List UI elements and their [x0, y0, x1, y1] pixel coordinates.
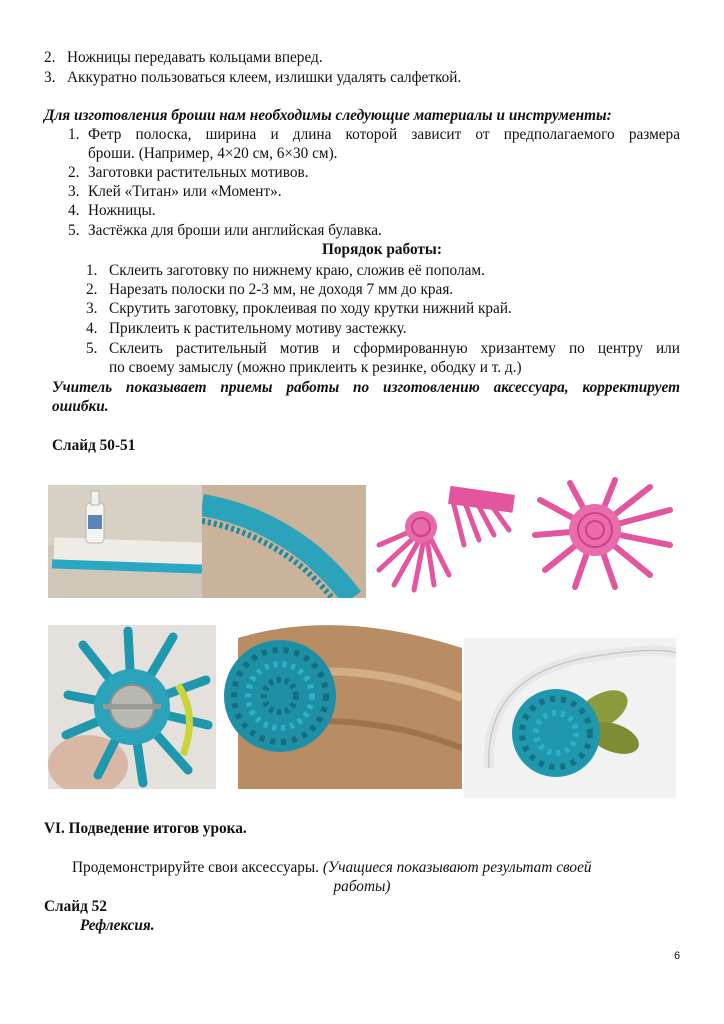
slide-label: Слайд 50-51: [52, 437, 136, 454]
demo-text: [72, 858, 592, 877]
order-heading: Порядок работы:: [322, 241, 442, 258]
step-item-cont: по своему замыслу (можно приклеить к резинке, ободку и т. д.): [109, 359, 522, 376]
photo-glue-strip-art: [48, 485, 202, 598]
list-number: 2.: [86, 281, 98, 298]
list-number: 3.: [44, 69, 56, 86]
reflection: Рефлексия.: [80, 917, 155, 934]
list-number: 1.: [68, 126, 80, 143]
list-number: 5.: [86, 340, 98, 357]
page-number: 6: [674, 950, 681, 962]
material-item: Заготовки растительных мотивов.: [88, 164, 309, 181]
demo-text-italic: (Учащиеся показывают результат своей: [322, 859, 592, 876]
photo-hair-flower-art: [218, 618, 462, 789]
step-item: Приклеить к растительному мотиву застежку.: [109, 320, 407, 337]
photo-fringed-strip-art: [202, 485, 366, 598]
photo-glue-strip: [48, 485, 202, 598]
teacher-note-cont: ошибки.: [52, 398, 109, 415]
step-item: Нарезать полоски по 2-3 мм, не доходя 7 мм до края.: [109, 281, 454, 298]
list-number: 4.: [86, 320, 98, 337]
list-number: 3.: [68, 183, 80, 200]
step-item: Склеить заготовку по нижнему краю, сложив её пополам.: [109, 262, 485, 279]
material-item: Клей «Титан» или «Момент».: [88, 183, 282, 200]
list-number: 2.: [68, 164, 80, 181]
photo-brooch-back: [48, 625, 216, 789]
materials-heading: Для изготовления броши нам необходимы следующие материалы и инструменты:: [44, 107, 612, 124]
list-number: 2.: [44, 49, 56, 66]
material-item-cont: броши. (Например, 4×20 см, 6×30 см).: [88, 145, 338, 162]
photo-headband: [464, 638, 676, 798]
photo-brooch-back-art: [48, 625, 216, 789]
demo-text-plain: Продемонстрируйте свои аксессуары.: [72, 859, 319, 876]
step-item: Скрутить заготовку, проклеивая по ходу крутки нижний край.: [109, 300, 512, 317]
rule-item: Ножницы передавать кольцами вперед.: [67, 49, 323, 66]
material-item: Застёжка для броши или английская булавка.: [88, 222, 382, 239]
list-number: 1.: [86, 262, 98, 279]
slide-label: Слайд 52: [44, 898, 107, 915]
photo-pink-flower: [520, 475, 684, 595]
photo-fringed-strip: [202, 485, 366, 598]
demo-text-cont: работы): [333, 878, 391, 895]
material-item: Фетр полоска, ширина и длина которой зависит от предполагаемого размера: [88, 126, 680, 143]
photo-headband-art: [464, 638, 676, 798]
list-number: 5.: [68, 222, 80, 239]
rule-item: Аккуратно пользоваться клеем, излишки удалять салфеткой.: [67, 69, 462, 86]
material-item: Ножницы.: [88, 202, 156, 219]
photo-pink-curl: [369, 485, 518, 598]
photo-pink-flower-art: [520, 475, 684, 595]
teacher-note: Учитель показывает приемы работы по изготовлению аксессуара, корректирует: [52, 379, 680, 396]
section-heading: VI. Подведение итогов урока.: [44, 820, 247, 837]
list-number: 4.: [68, 202, 80, 219]
list-number: 3.: [86, 300, 98, 317]
photo-pink-curl-art: [369, 485, 518, 598]
step-item: Склеить растительный мотив и сформированную хризантему по центру или: [109, 340, 680, 357]
photo-hair-flower: [218, 618, 462, 789]
